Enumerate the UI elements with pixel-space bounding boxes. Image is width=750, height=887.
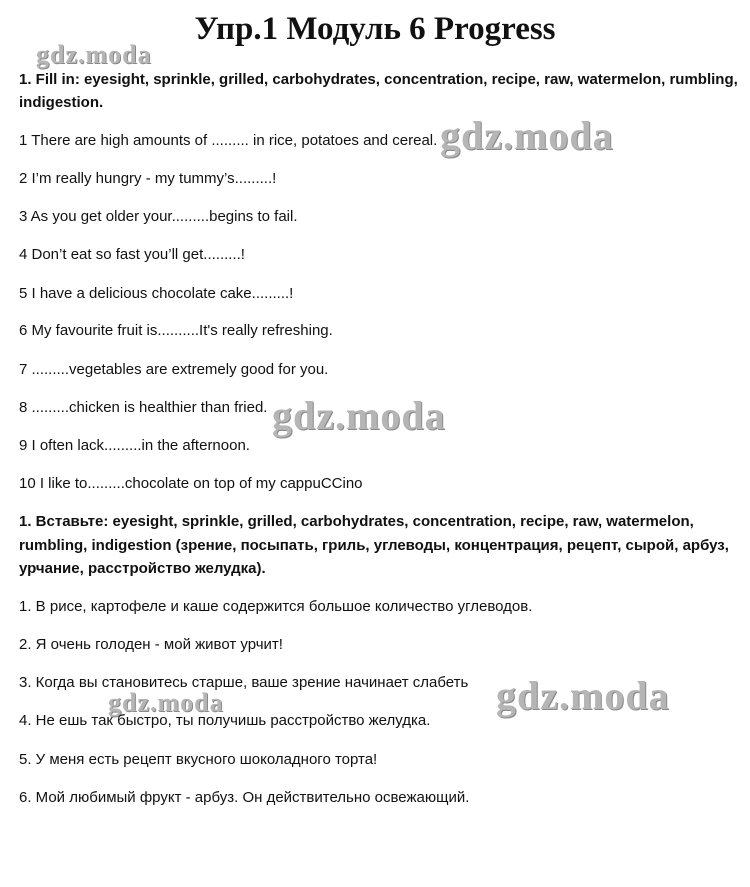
watermark-logo: gdz.moda bbox=[108, 688, 224, 717]
exercise-item-ru: 4. Не ешь так быстро, ты получишь расстройство желудка. bbox=[19, 712, 431, 729]
exercise-item-en: 3 As you get older your.........begins to fail. bbox=[19, 208, 298, 225]
exercise-item-en: 6 My favourite fruit is..........It's really refreshing. bbox=[19, 322, 333, 339]
watermark-logo: gdz.moda bbox=[36, 40, 152, 69]
exercise-item-en: 2 I’m really hungry - my tummy’s.........! bbox=[19, 170, 277, 187]
exercise-item-ru: 1. В рисе, картофеле и каше содержится большое количество углеводов. bbox=[19, 598, 533, 615]
watermark-logo: gdz.moda bbox=[496, 673, 670, 718]
exercise-item-en: 1 There are high amounts of ......... in rice, potatoes and cereal. bbox=[19, 132, 438, 149]
exercise-item-ru: 2. Я очень голоден - мой живот урчит! bbox=[19, 636, 283, 653]
exercise-item-en: 5 I have a delicious chocolate cake.........! bbox=[19, 285, 294, 302]
page-title: Упр.1 Модуль 6 Progress bbox=[194, 11, 556, 47]
exercise-heading-en: indigestion. bbox=[19, 94, 104, 111]
exercise-item-en: 7 .........vegetables are extremely good for you. bbox=[19, 361, 329, 378]
exercise-heading-ru: урчание, расстройство желудка). bbox=[19, 560, 266, 577]
exercise-item-en: 4 Don’t eat so fast you’ll get.........! bbox=[19, 246, 245, 263]
exercise-item-en: 8 .........chicken is healthier than fried. bbox=[19, 399, 268, 416]
exercise-heading-ru: rumbling, indigestion (зрение, посыпать, гриль, углеводы, концентрация, рецепт, сырой, арбуз, bbox=[19, 537, 729, 554]
exercise-heading-ru: 1. Вставьте: eyesight, sprinkle, grilled, carbohydrates, concentration, recipe, raw, watermelon, bbox=[19, 513, 694, 530]
exercise-item-en: 10 I like to.........chocolate on top of my cappuCCino bbox=[19, 475, 363, 492]
exercise-item-en: 9 I often lack.........in the afternoon. bbox=[19, 437, 250, 454]
exercise-item-ru: 3. Когда вы становитесь старше, ваше зрение начинает слабеть bbox=[19, 674, 469, 691]
watermark-logo: gdz.moda bbox=[272, 393, 446, 438]
exercise-item-ru: 5. У меня есть рецепт вкусного шоколадного торта! bbox=[19, 751, 378, 768]
exercise-item-ru: 6. Мой любимый фрукт - арбуз. Он действительно освежающий. bbox=[19, 789, 470, 806]
watermark-logo: gdz.moda bbox=[440, 113, 614, 158]
exercise-heading-en: 1. Fill in: eyesight, sprinkle, grilled, carbohydrates, concentration, recipe, raw, watermelon, rumbling, bbox=[19, 71, 738, 88]
